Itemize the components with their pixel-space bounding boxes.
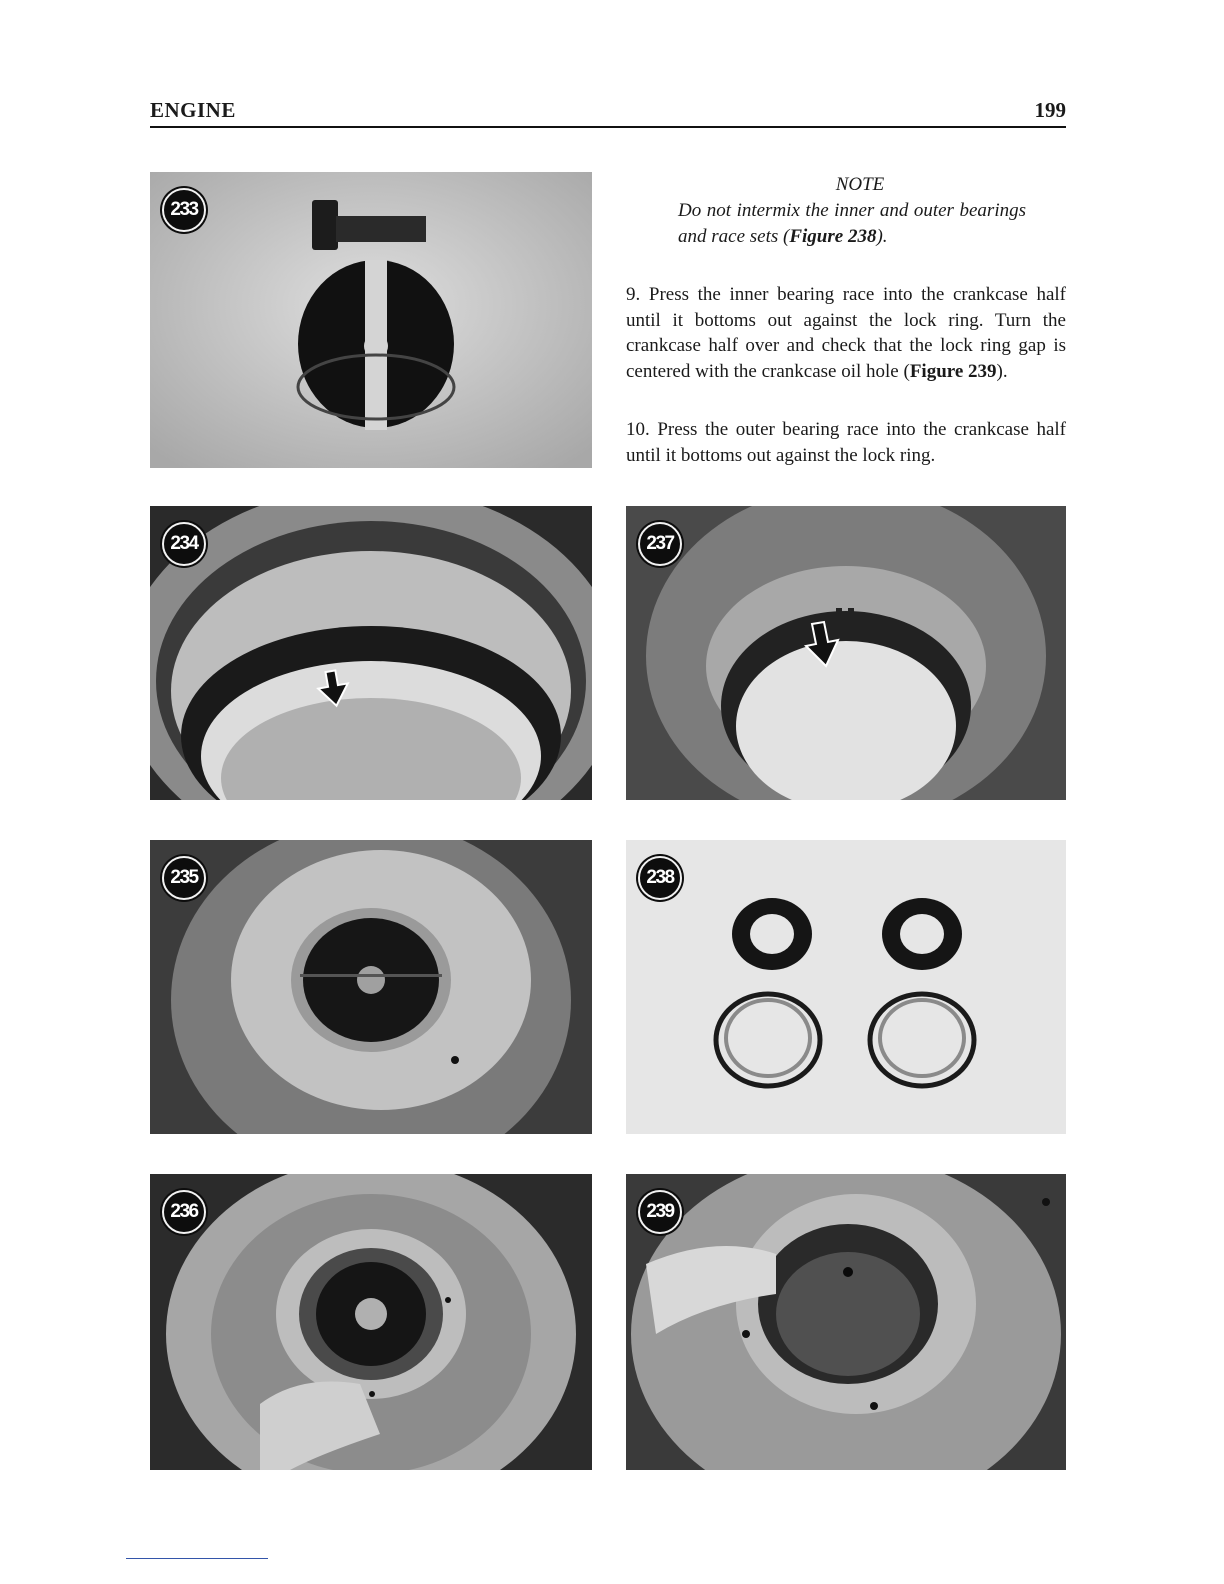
lock-ring-gap-image <box>626 506 1066 800</box>
footnote-rule <box>126 1558 268 1559</box>
page-number: 199 <box>1034 98 1066 122</box>
figure-235-number: 235 <box>162 856 206 900</box>
figure-233-number: 233 <box>162 188 206 232</box>
figure-233-photo <box>150 172 592 468</box>
header-rule <box>150 126 1066 128</box>
note-body <box>626 198 1066 250</box>
figure-238-photo <box>626 840 1066 1134</box>
figure-234-photo <box>150 506 592 800</box>
running-header-section: ENGINE <box>150 98 236 122</box>
figure-236-number: 236 <box>162 1190 206 1234</box>
note-title: NOTE <box>835 174 885 195</box>
figure-234-number: 234 <box>162 522 206 566</box>
crankcase-bore-image <box>150 840 592 1134</box>
bolt-and-collar-image <box>150 172 592 468</box>
figure-236-photo <box>150 1174 592 1470</box>
step-text: Press the inner bearing race into the crankcase half until it bottoms out against the lock ring. Turn the crankcase half over and check that the lock ring gap is centered with the crankcase oil hole ( <box>626 284 1066 382</box>
note-text-end: ). <box>876 226 888 247</box>
figure-237-photo <box>626 506 1066 800</box>
step-9 <box>626 282 1066 384</box>
figure-238-number: 238 <box>638 856 682 900</box>
step-figure-ref: Figure 239 <box>909 360 997 382</box>
note-block <box>626 172 1066 250</box>
crankcase-inner-race-image <box>150 1174 592 1470</box>
figure-237-number: 237 <box>638 522 682 566</box>
step-number: 10. <box>626 419 650 440</box>
figure-235-photo <box>150 840 592 1134</box>
figure-239-photo <box>626 1174 1066 1470</box>
note-text: Do not intermix the inner and outer bearings and race sets ( <box>678 200 1026 247</box>
step-text: Press the outer bearing race into the crankcase half until it bottoms out against the lock ring. <box>626 419 1067 466</box>
note-figure-ref: Figure 238 <box>789 226 877 247</box>
step-text-end: ). <box>996 360 1008 382</box>
step-10 <box>626 417 1066 468</box>
bearing-sets-image <box>626 840 1066 1134</box>
lock-ring-image <box>150 506 592 800</box>
figure-239-number: 239 <box>638 1190 682 1234</box>
step-number: 9. <box>626 284 641 305</box>
lock-ring-oil-hole-image <box>626 1174 1066 1470</box>
